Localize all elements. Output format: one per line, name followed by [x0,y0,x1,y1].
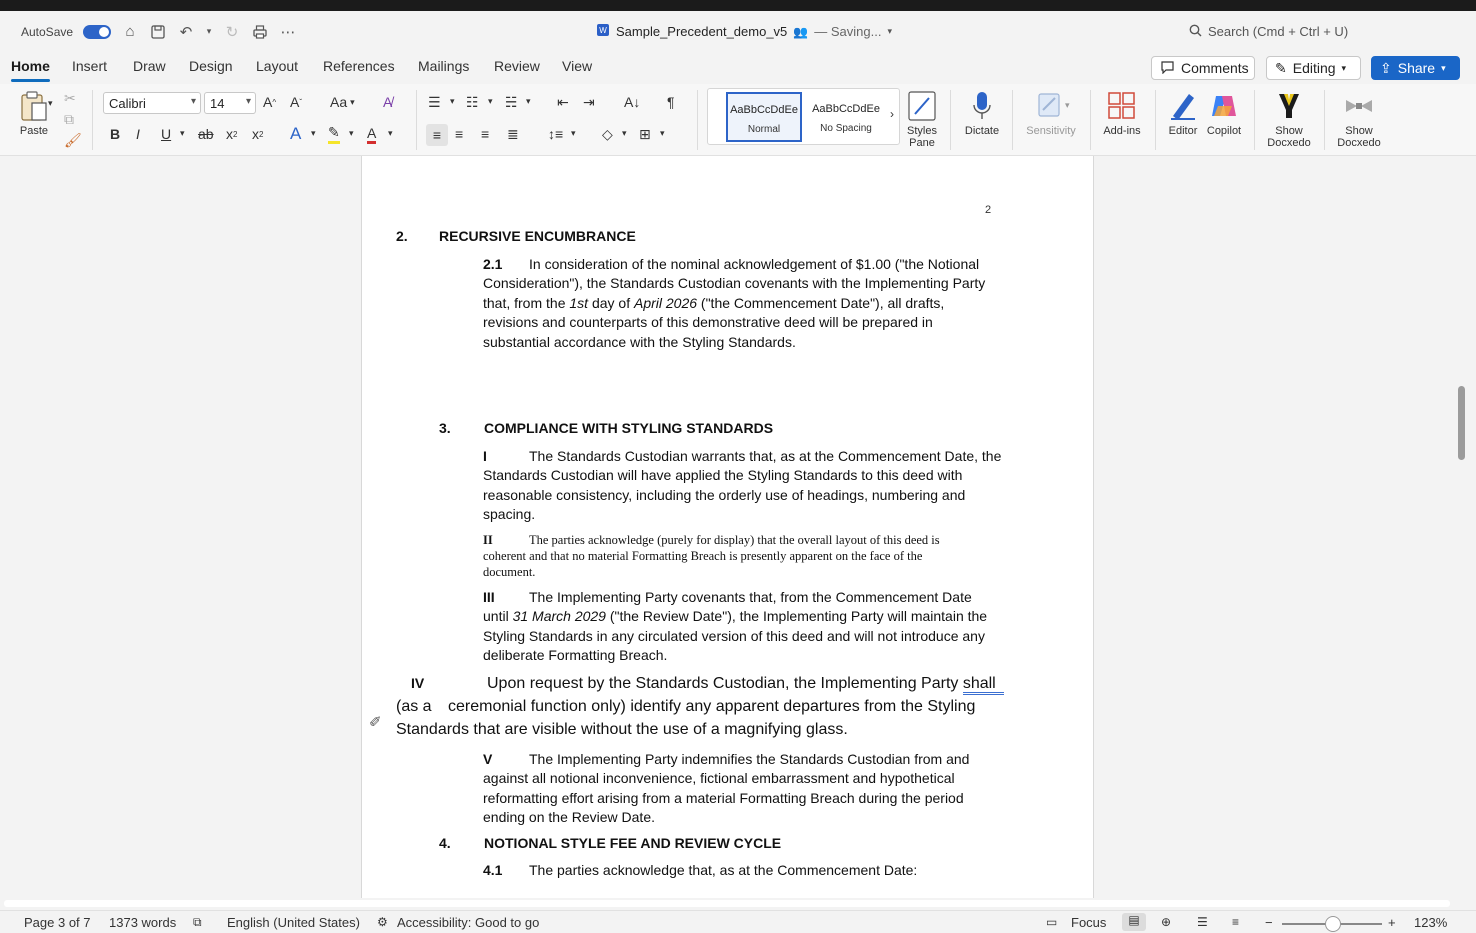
focus-button[interactable]: Focus [1071,915,1107,930]
saving-status: — Saving... [814,24,882,39]
tab-mailings[interactable]: Mailings [418,58,470,74]
clause-2-1-line: that, from the 1st day of April 2026 ("the Commencement Date"), all drafts, [483,295,945,311]
ribbon-home [0,84,1476,156]
section-2-number: 2. [396,228,408,244]
share-icon: ⇪ [1380,59,1392,76]
style-nospacing-sample: AaBbCcDdEe [812,103,880,115]
shading-dropdown-icon[interactable]: ▾ [622,128,627,138]
pencil-icon: ✎ [1275,59,1287,76]
document-title[interactable] [596,11,892,52]
tab-home[interactable]: Home [11,58,50,74]
document-page[interactable] [361,156,1094,898]
redo-icon[interactable]: ↻ [225,23,239,41]
show-docxedo-label: Show Docxedo [1267,125,1311,149]
increase-font-icon[interactable]: A ^ [263,94,277,110]
show-docxedo-2-label: Show Docxedo [1337,125,1381,149]
tab-draw[interactable]: Draw [133,58,166,74]
clause-v-line: against all notional inconvenience, fictional embarrassment and hypothetical [483,770,955,786]
clause-ii-line: The parties acknowledge (purely for display) that the overall layout of this deed is [529,533,940,547]
line-spacing-icon[interactable]: ↕≡ [548,126,564,142]
home-icon[interactable]: ⌂ [125,23,135,40]
clause-iii-line: The Implementing Party covenants that, from the Commencement Date [529,589,972,605]
chevron-down-icon: ▾ [887,26,892,36]
dictate-button[interactable] [960,90,1004,137]
clause-iii-line: until 31 March 2029 ("the Review Date"), the Implementing Party will maintain the [483,608,988,624]
section-4-heading: NOTIONAL STYLE FEE AND REVIEW CYCLE [484,835,782,851]
clause-2-1-line: In consideration of the nominal acknowledgement of $1.00 ("the Notional [529,256,980,272]
editor-suggestion-icon[interactable]: ✐ [369,714,382,731]
tab-view[interactable]: View [562,58,593,74]
multilevel-dropdown-icon[interactable]: ▾ [526,96,531,106]
accessibility-status[interactable]: Accessibility: Good to go [397,915,540,930]
clause-i-number: I [483,448,487,464]
sensitivity-label: Sensitivity [1026,125,1076,137]
vertical-scrollbar[interactable] [1455,160,1469,895]
italic-icon[interactable]: I [136,126,140,142]
shading-icon[interactable]: ◇ [602,126,613,142]
style-normal-sample: AaBbCcDdEe [730,104,798,116]
numbering-dropdown-icon[interactable]: ▾ [488,96,493,106]
change-case-icon[interactable]: Aa ▾ [330,94,355,110]
multilevel-list-icon[interactable]: ☵ [505,94,518,110]
copilot-label: Copilot [1206,125,1242,137]
vertical-scroll-thumb[interactable] [1458,386,1465,460]
svg-text:▾: ▾ [1065,100,1070,110]
docxedo-icon [1262,90,1316,125]
align-left-icon[interactable]: ≡ [426,124,448,146]
undo-dropdown-icon[interactable]: ▾ [206,26,212,36]
line-spacing-dropdown-icon[interactable]: ▾ [571,128,576,138]
clause-v-line: ending on the Review Date. [483,809,655,825]
strikethrough-icon[interactable]: ab [198,126,214,142]
section-2-heading: RECURSIVE ENCUMBRANCE [439,228,636,244]
clause-iv-line: ceremonial function only) identify any apparent departures from the Styling [448,698,976,715]
cut-icon[interactable]: ✂ [64,90,76,106]
styles-pane-button[interactable] [902,90,942,149]
clause-i-line: spacing. [483,506,536,522]
autosave-label: AutoSave [21,24,74,39]
tab-insert[interactable]: Insert [72,58,108,74]
autosave-toggle[interactable] [83,25,111,39]
sensitivity-button[interactable] [1022,90,1080,137]
shared-icon: 👥 [793,24,809,39]
font-color-dropdown-icon[interactable]: ▾ [388,128,393,138]
clause-iv-line: Standards that are visible without the use of a magnifying glass. [396,721,848,738]
borders-dropdown-icon[interactable]: ▾ [660,128,665,138]
increase-indent-icon[interactable]: ⇥ [583,94,595,110]
section-3-number: 3. [439,420,451,436]
underline-icon[interactable]: U [161,126,172,142]
accessibility-icon: ⚙ [377,915,388,929]
align-center-icon[interactable]: ≡ [455,126,464,142]
bold-icon[interactable]: B [110,126,121,142]
clear-formatting-icon[interactable]: A̸ [383,94,393,110]
save-icon[interactable] [149,23,167,41]
page-count[interactable]: Page 3 of 7 [24,915,91,930]
styles-pane-label: Styles Pane [907,125,937,149]
print-icon[interactable] [251,23,269,41]
proofing-icon[interactable]: ⧉ [193,915,202,929]
search-placeholder: Search (Cmd + Ctrl + U) [1208,24,1349,39]
clause-2-1-line: substantial accordance with the Styling Standards. [483,334,796,350]
addins-button[interactable] [1100,90,1144,137]
title-bar [0,11,1476,52]
superscript-icon[interactable]: x 2 [252,126,264,142]
chevron-down-icon: ▾ [1441,62,1446,73]
language[interactable]: English (United States) [227,915,360,930]
svg-text:W: W [599,26,607,35]
top-bar [0,0,1476,11]
styles-pane-icon [902,90,942,125]
font-name-select[interactable] [103,92,201,114]
comments-label: Comments [1181,60,1249,76]
undo-icon[interactable]: ↶ [179,23,193,41]
align-right-icon[interactable]: ≡ [481,126,490,142]
docxedo-bow-icon [1332,90,1386,125]
tab-design[interactable]: Design [189,58,233,74]
paste-label: Paste [19,125,49,137]
editing-label: Editing [1292,60,1336,76]
microphone-icon [960,90,1004,125]
clause-v-number: V [483,751,493,767]
zoom-in-icon[interactable]: + [1388,915,1396,930]
numbering-icon[interactable]: ☷ [466,94,479,110]
web-layout-icon[interactable]: ⊕ [1161,915,1172,929]
show-docxedo-2-button[interactable] [1332,90,1386,149]
focus-icon: ▭ [1046,915,1058,929]
subscript-icon[interactable]: x 2 [226,126,238,142]
clause-2-1-line: Consideration"), the Standards Custodian covenants with the Implementing Party [483,275,986,291]
style-normal[interactable] [726,92,802,142]
search-icon [1189,24,1202,40]
style-normal-label: Normal [747,124,781,135]
borders-icon[interactable]: ⊞ [639,126,651,142]
clause-iii-line: deliberate Formatting Breach. [483,647,668,663]
text-effects-dropdown-icon[interactable]: ▾ [311,128,316,138]
editor-label: Editor [1168,125,1198,137]
tab-review[interactable]: Review [494,58,540,74]
clause-iv-line-2-start: (as a [396,698,432,715]
show-docxedo-button[interactable] [1262,90,1316,149]
clause-iv-line: Upon request by the Standards Custodian, the Implementing Party shall [487,672,1004,695]
highlight-icon[interactable]: ✎ [328,124,340,144]
page-number: 2 [985,204,992,216]
comments-button[interactable] [1151,56,1255,80]
text-effects-icon[interactable]: A [290,124,302,143]
decrease-font-icon[interactable]: A ˇ [290,94,303,110]
zoom-out-icon[interactable]: − [1265,915,1273,930]
show-paragraph-marks-icon[interactable]: ¶ [667,94,675,110]
font-size-select[interactable] [204,92,256,114]
clause-2-1-number: 2.1 [483,256,503,272]
draft-view-icon[interactable]: ≡ [1232,915,1240,929]
style-nospacing-label: No Spacing [820,123,872,134]
clause-iii-number: III [483,589,495,605]
share-button[interactable] [1371,56,1460,80]
clause-i-line: Standards Custodian will have applied the Styling Standards to this deed with [483,467,963,483]
paste-dropdown-icon[interactable]: ▾ [48,98,53,108]
horizontal-scrollbar[interactable] [0,898,1476,909]
copilot-icon [1203,90,1245,125]
addins-label: Add-ins [1103,125,1141,137]
outline-view-icon[interactable]: ☰ [1197,915,1208,929]
sort-icon[interactable]: A↓ [624,94,641,110]
clause-ii-line: coherent and that no material Formatting Breach is presently apparent on the face of the [483,549,923,563]
addins-icon [1100,90,1144,125]
tab-references[interactable]: References [323,58,395,74]
print-layout-icon[interactable]: ▤ [1122,913,1146,931]
tab-layout[interactable]: Layout [256,58,299,74]
clause-ii-line: document. [483,565,536,579]
word-count[interactable]: 1373 words [109,915,177,930]
chevron-down-icon: ▾ [190,96,196,107]
section-4-number: 4. [439,835,451,851]
justify-icon[interactable]: ≣ [507,126,519,142]
clause-4-1-line: The parties acknowledge that, as at the Commencement Date: [529,862,918,878]
clause-ii-number: II [483,533,493,547]
editor-button[interactable] [1163,90,1203,137]
zoom-slider-handle[interactable] [1325,916,1341,932]
font-size-value: 14 [210,95,225,111]
bullets-dropdown-icon[interactable]: ▾ [450,96,455,106]
sensitivity-icon [1022,90,1080,125]
clause-v-line: reformatting effort arising from a material Formatting Breach during the period [483,790,964,806]
comment-icon [1160,60,1175,77]
search-box[interactable] [1189,11,1348,52]
zoom-level[interactable]: 123% [1414,915,1448,930]
clause-iii-line: Styling Standards in any circulated version of this deed and will not introduce any [483,628,985,644]
styles-gallery [707,88,900,145]
more-icon[interactable]: ⋯ [280,23,296,41]
style-no-spacing[interactable] [808,92,884,142]
chevron-down-icon: ▾ [245,96,251,107]
styles-more-icon[interactable]: › [890,107,894,121]
font-name-value: Calibri [109,95,146,111]
format-painter-icon[interactable]: 🖌 [64,132,82,148]
font-color-icon[interactable]: A [367,124,376,144]
underline-dropdown-icon[interactable]: ▾ [180,128,185,138]
highlight-dropdown-icon[interactable]: ▾ [349,128,354,138]
status-bar [0,910,1476,933]
decrease-indent-icon[interactable]: ⇤ [557,94,569,110]
clause-4-1-number: 4.1 [483,862,503,878]
editor-pen-icon [1163,90,1203,125]
word-doc-icon [596,23,610,40]
bullets-icon[interactable]: ☰ [428,94,441,110]
document-canvas[interactable] [0,156,1476,898]
share-label: Share [1397,60,1436,76]
section-3-heading: COMPLIANCE WITH STYLING STANDARDS [484,420,774,436]
dictate-label: Dictate [964,125,1000,137]
copilot-button[interactable] [1203,90,1245,137]
clause-iv-number: IV [411,675,425,691]
doc-title-text: Sample_Precedent_demo_v5 [616,24,788,39]
clause-i-line: The Standards Custodian warrants that, as at the Commencement Date, the [529,448,1002,464]
copy-icon[interactable]: ⧉ [64,111,74,127]
clause-v-line: The Implementing Party indemnifies the Standards Custodian from and [529,751,970,767]
clause-i-line: reasonable consistency, including the orderly use of headings, numbering and [483,487,966,503]
chevron-down-icon: ▾ [1341,62,1347,73]
clause-2-1-line: revisions and counterparts of this demonstrative deed will be prepared in [483,314,933,330]
editing-mode-button[interactable] [1266,56,1361,80]
